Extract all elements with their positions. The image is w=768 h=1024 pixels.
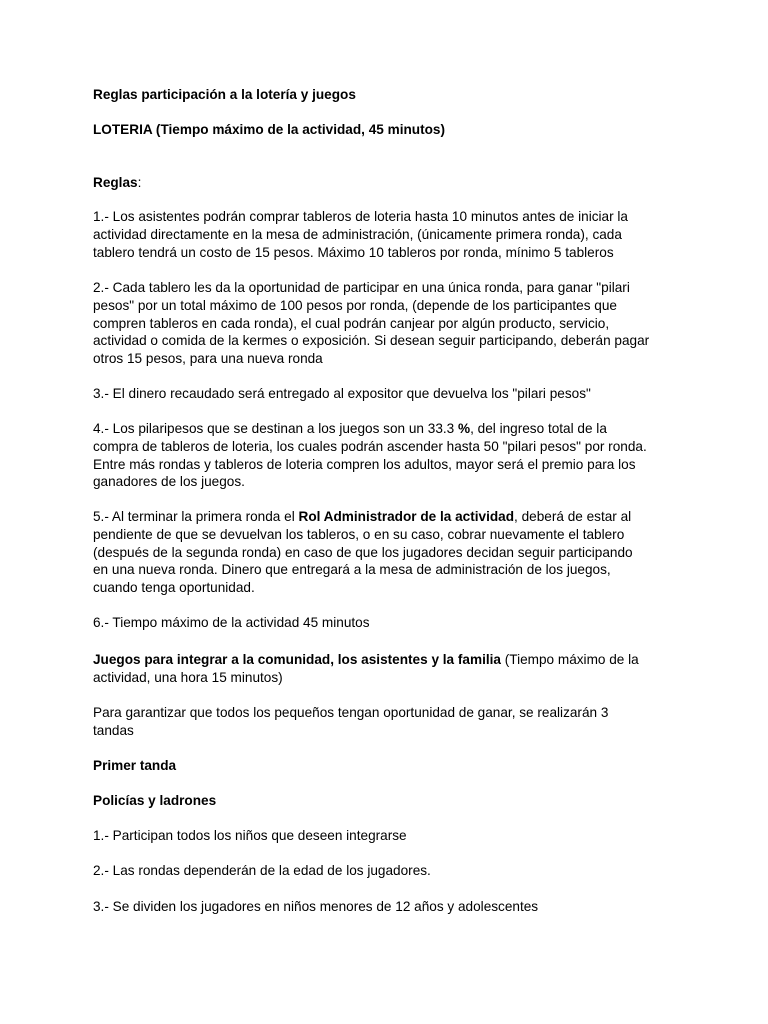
rule-5 xyxy=(93,508,693,597)
list-item-text: 3.- Se dividen los jugadores en niños menores de 12 años y adolescentes xyxy=(93,899,539,914)
rule-4-line: ganadores de los juegos. xyxy=(93,474,245,490)
reglas-label xyxy=(93,174,693,192)
rule-1 xyxy=(93,208,693,261)
list-item-text: 1.- Participan todos los niños que deseen integrarse xyxy=(93,828,407,843)
rule-2-line: otros 15 pesos, para una nueva ronda xyxy=(93,351,323,367)
tandas-line: Para garantizar que todos los pequeños tengan oportunidad de ganar, se realizarán 3 xyxy=(93,705,609,720)
rule-5-line: en una nueva ronda. Dinero que entregará a la mesa de administración de los juegos, xyxy=(93,562,611,578)
rule-2 xyxy=(93,279,693,368)
rule-1-line: 1.- Los asistentes podrán comprar tableros de loteria hasta 10 minutos antes de iniciar la xyxy=(93,209,628,224)
rule-1-line: actividad directamente en la mesa de administración, (únicamente primera ronda), cada xyxy=(93,226,622,242)
rule-5-line: (después de la segunda ronda) en caso de que los jugadores decidan seguir participando xyxy=(93,544,633,560)
rule-6-line: 6.- Tiempo máximo de la actividad 45 minutos xyxy=(93,615,370,630)
juegos-bold: Juegos para integrar a la comunidad, los asistentes y la familia xyxy=(93,652,501,667)
rule-3 xyxy=(93,385,693,403)
tandas-paragraph xyxy=(93,704,693,740)
rule-4 xyxy=(93,420,693,491)
rule-5-role: Rol Administrador de la actividad xyxy=(298,509,515,524)
policias-heading xyxy=(93,792,693,810)
juegos-heading xyxy=(93,651,693,687)
loteria-heading xyxy=(93,121,693,139)
tandas-line: tandas xyxy=(93,722,134,738)
rule-1-line: tablero tendrá un costo de 15 pesos. Máximo 10 tableros por ronda, mínimo 5 tableros xyxy=(93,244,614,260)
list-item xyxy=(93,898,693,916)
list-item xyxy=(93,862,693,880)
rule-5-text: , deberá de estar al xyxy=(514,509,632,524)
juegos-text: (Tiempo máximo de la xyxy=(500,652,639,667)
rule-5-line: pendiente de que se devuelvan los tableros, o en su caso, cobrar nuevamente el tablero xyxy=(93,526,625,542)
reglas-colon: : xyxy=(137,175,142,190)
rule-4-text: , del ingreso total de la xyxy=(470,421,607,436)
rule-5-line: cuando tenga oportunidad. xyxy=(93,580,255,596)
loteria-heading-text: LOTERIA (Tiempo máximo de la actividad, 45 minutos) xyxy=(93,122,445,137)
primer-tanda-heading xyxy=(93,757,693,775)
juegos-line xyxy=(93,651,693,669)
document-title xyxy=(93,86,693,104)
rule-4-line: compra de tableros de loteria, los cuales podrán ascender hasta 50 "pilari pesos" por ronda. xyxy=(93,438,647,454)
list-item xyxy=(93,827,693,845)
rule-5-line xyxy=(93,508,693,526)
rule-2-line: compren tableros en cada ronda), el cual podrán canjear por algún producto, servicio, xyxy=(93,315,610,331)
reglas-label-text: Reglas xyxy=(93,175,138,190)
policias-text: Policías y ladrones xyxy=(93,793,217,808)
title-text: Reglas participación a la lotería y juegos xyxy=(93,87,356,102)
rule-4-line: Entre más rondas y tableros de loteria compren los adultos, mayor será el premio para los xyxy=(93,456,636,472)
rule-5-text: 5.- Al terminar la primera ronda el xyxy=(93,509,299,524)
rule-2-line: actividad o comida de la kermes o exposición. Si desean seguir participando, deberán pagar xyxy=(93,333,650,349)
rule-4-text: 4.- Los pilaripesos que se destinan a los juegos son un 33.3 xyxy=(93,421,455,436)
juegos-line: actividad, una hora 15 minutos) xyxy=(93,669,283,685)
rule-3-line: 3.- El dinero recaudado será entregado al expositor que devuelva los "pilari pesos" xyxy=(93,386,591,401)
rule-2-line: 2.- Cada tablero les da la oportunidad de participar en una única ronda, para ganar "pilari xyxy=(93,280,630,295)
reglas-line xyxy=(93,174,693,192)
rule-4-percent: % xyxy=(454,421,471,436)
rule-4-line xyxy=(93,420,693,438)
rule-6 xyxy=(93,614,693,632)
list-item-text: 2.- Las rondas dependerán de la edad de los jugadores. xyxy=(93,863,431,878)
primer-tanda-text: Primer tanda xyxy=(93,758,177,773)
rule-2-line: pesos" por un total máximo de 100 pesos por ronda, (depende de los participantes que xyxy=(93,297,617,313)
